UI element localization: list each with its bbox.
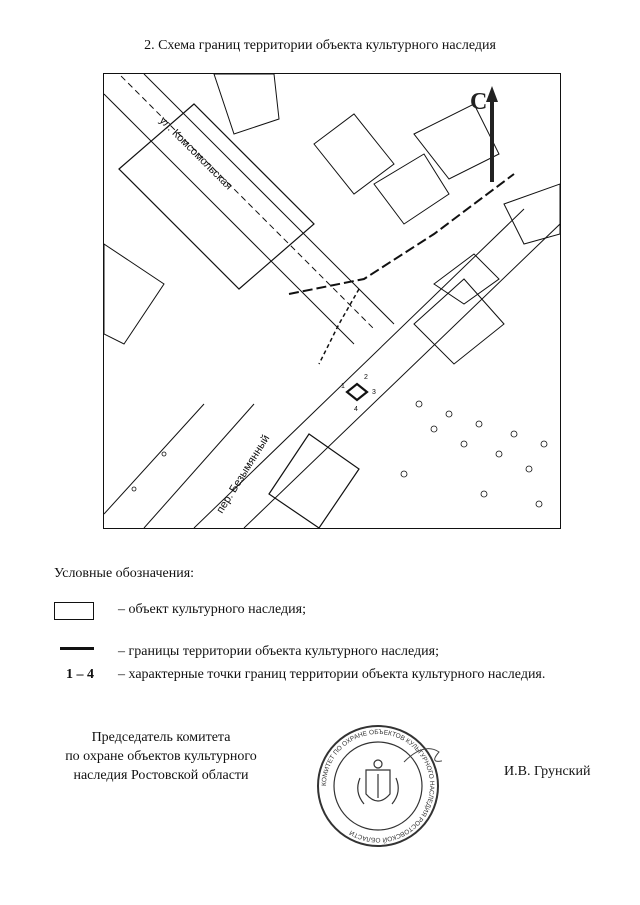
page-title: 2. Схема границ территории объекта культурного наследия [144, 38, 496, 53]
street-edge [104, 94, 354, 344]
signature-position [50, 728, 272, 785]
lane-edge [104, 404, 204, 514]
legend-item-text: – объект культурного наследия; [118, 602, 306, 617]
official-seal [314, 722, 442, 850]
building [504, 184, 560, 244]
heritage-object-outline [347, 384, 367, 400]
street-edge [144, 74, 394, 324]
signer-name: И.В. Грунский [504, 764, 591, 779]
legend-item-text: – характерные точки границ территории объекта культурного наследия. [118, 667, 546, 682]
street-label-komsomolskaya: ул. Комсомольская [156, 114, 235, 193]
lane-edge [144, 404, 254, 528]
building [414, 104, 499, 179]
building [214, 74, 279, 134]
boundary-line [319, 289, 359, 364]
legend-item-text: – границы территории объекта культурного наследия; [118, 644, 439, 659]
point-label-2: 2 [364, 374, 368, 381]
building [269, 434, 359, 528]
building [434, 254, 499, 304]
position-line: по охране объектов культурного [65, 749, 257, 764]
position-line: Председатель комитета [91, 730, 231, 745]
boundary-line [289, 174, 514, 294]
legend-line-symbol [60, 647, 94, 650]
building [119, 104, 314, 289]
site-plan-map [103, 73, 561, 529]
coat-of-arms-icon [358, 760, 399, 804]
street-axis [114, 74, 374, 329]
point-label-1: 1 [341, 383, 345, 390]
point-label-4: 4 [354, 406, 358, 413]
legend-numbers-symbol: 1 – 4 [66, 667, 94, 682]
svg-text:КОМИТЕТ ПО ОХРАНЕ ОБЪЕКТОВ КУЛ: КОМИТЕТ ПО ОХРАНЕ ОБЪЕКТОВ КУЛЬТУРНОГО НАСЛЕДИЯ РОСТОВСКОЙ ОБЛАСТИ [320, 728, 436, 844]
legend-title: Условные обозначения: [54, 566, 195, 581]
legend-box-symbol [54, 602, 94, 620]
street-label-bezymyanny: пер. Безымянный [214, 432, 273, 516]
lane-edge [244, 224, 560, 528]
position-line: наследия Ростовской области [73, 768, 249, 783]
building [314, 114, 394, 194]
map-drawing [104, 74, 560, 528]
north-label: С [470, 89, 488, 115]
building [104, 244, 164, 344]
trees-group [132, 401, 547, 507]
point-label-3: 3 [372, 389, 376, 396]
north-arrow-icon [470, 86, 498, 182]
